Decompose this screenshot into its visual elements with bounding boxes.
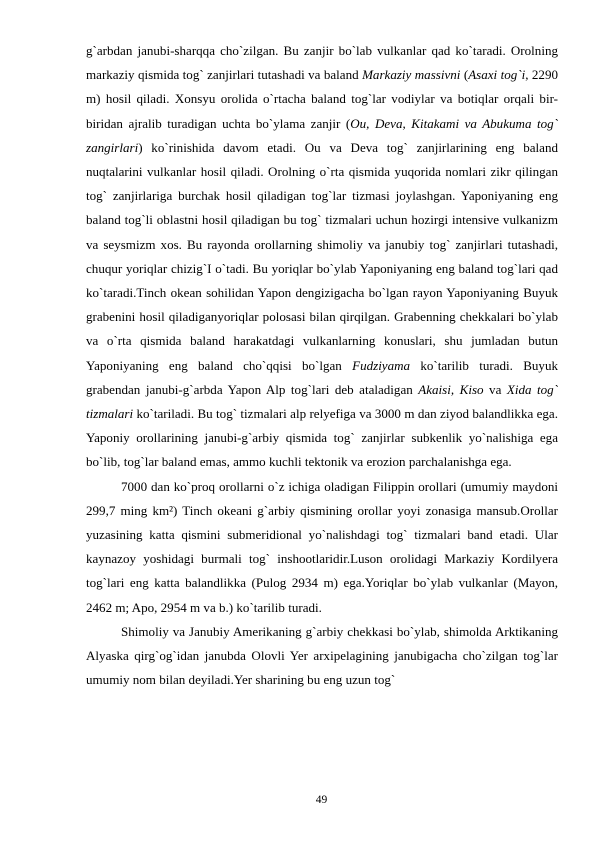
italic-term: Markaziy massivni xyxy=(362,67,461,83)
document-page xyxy=(86,39,558,692)
paragraph-2 xyxy=(86,475,558,620)
text-run: , 2290 m) hosil qiladi. Xonsyu orolida o`rtacha baland tog`lar vodiylar va botiqlar orqali bir-biridan ajralib turadigan uchta bo`ylama zanjir ( xyxy=(86,67,559,131)
text-run: ( xyxy=(460,67,469,83)
text-run: Shimoliy va Janubiy Amerikaning g`arbiy chekkasi bo`ylab, shimolda Arktikaning Alyaska qirg`og`idan janubda Olovli Yer arxipelagining janubigacha cho`zilgan tog`lar umumiy nom bilan deyiladi.Yer sharining bu eng uzun tog` xyxy=(86,623,558,688)
page-number: 49 xyxy=(315,794,328,806)
text-run: g`arbdan janubi-sharqqa cho`zilgan. Bu zanjir bo`lab vulkanlar qad ko`taradi. Orolning markaziy qismida tog` zanjirlari tutashadi va baland xyxy=(86,43,558,83)
italic-term: Asaxi tog`i xyxy=(468,67,526,83)
italic-term: Ou, Deva, Kitakami va Abukuma tog` zangirlari xyxy=(86,115,559,155)
text-run: va xyxy=(483,381,507,397)
text-run: ko`tariladi. Bu tog` tizmalari alp relyefiga va 3000 m dan ziyod balandlikka ega. Yaponiy orollarining janubi-g`arbiy qismida tog` zanjirlar subkenlik yo`nalishiga ega bo`lib, tog`lar baland emas, ammo kuchli tektonik va erozion parchalanishga ega. xyxy=(86,406,558,470)
paragraph-1 xyxy=(86,39,558,475)
italic-term: Fudziyama xyxy=(352,357,411,373)
text-run: 7000 dan ko`proq orollarni o`z ichiga oladigan Filippin orollari (umumiy maydoni 299,7 ming km²) Tinch okeani g`arbiy qismining orollar yoyi zonasiga mansub.Orollar yuzasining katta qismini submeridional yo`nalishdagi tog` tizmalari band etadi. Ular kaynazoy yoshidagi burmali tog` inshootlaridir.Luson orolidagi Markaziy Kordilyera tog`lari eng katta balandlikka (Pulog 2934 m) ega.Yoriqlar bo`ylab vulkanlar (Mayon, 2462 m; Apo, 2954 m va b.) ko`tarilib turadi. xyxy=(86,478,558,615)
italic-term: Akaisi, Kiso xyxy=(418,381,484,397)
paragraph-3 xyxy=(86,620,558,693)
italic-term: Xida tog` tizmalari xyxy=(86,381,559,422)
text-run: ko`tarilib turadi. Buyuk grabendan janubi-g`arbda Yapon Alp tog`lari deb ataladigan xyxy=(86,357,558,397)
text-run: ) ko`rinishida davom etadi. Ou va Deva tog` zanjirlarining eng baland nuqtalarini vulkanlar hosil qiladi. Orolning o`rta qismida yuqorida nomlari zikr qilingan tog` zanjirlariga burchak hosil qiladigan tog`lar tizmasi joylashgan. Yaponiyaning eng baland tog`li oblastni hosil qiladigan bu tog` tizmalari uchun hozirgi intensive vulkanizm va seysmizm xos. Bu rayonda orollarning shimoliy va janubiy tog` zanjirlari tutashadi, chuqur yoriqlar chizig`I o`tadi. Bu yoriqlar bo`ylab Yaponiyaning eng baland tog`lari qad ko`taradi.Tinch okean sohilidan Yapon dengizigacha bo`lgan rayon Yaponiyaning Buyuk grabenini hosil qiladiganyoriqlar polosasi bilan qirqilgan. Grabenning chekkalari bo`ylab va o`rta qismida baland harakatdagi vulkanlarning konuslari, shu jumladan butun Yaponiyaning eng baland cho`qqisi bo`lgan xyxy=(86,139,558,373)
